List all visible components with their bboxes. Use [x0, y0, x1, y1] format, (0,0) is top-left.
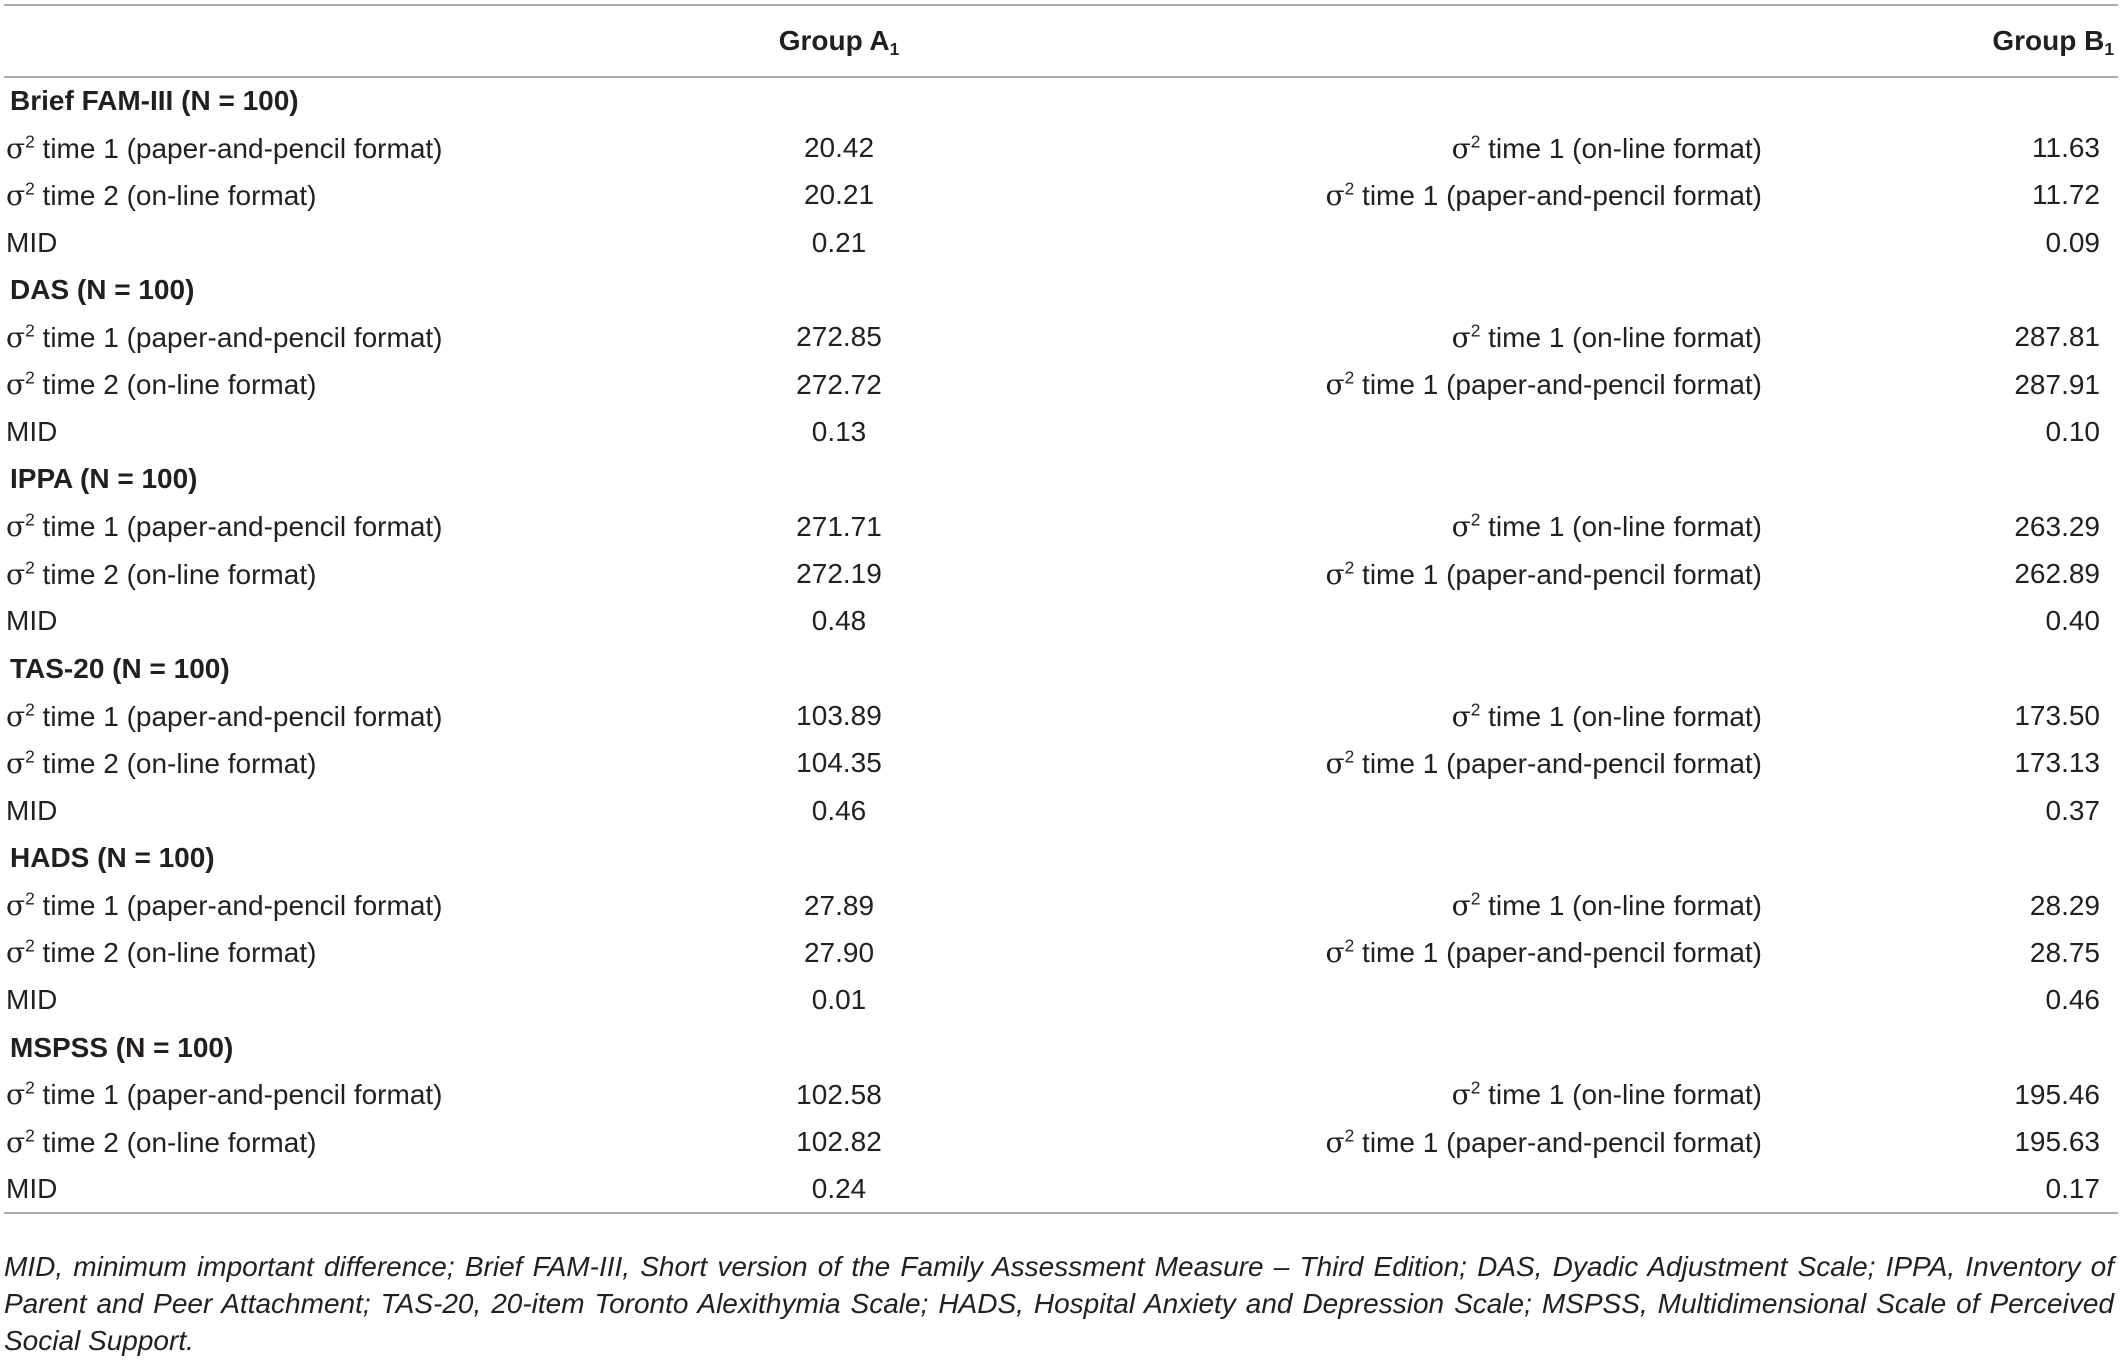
header-group-b-label: Group B: [1992, 25, 2105, 56]
sigma-symbol: σ: [6, 746, 26, 780]
group-a-value: 103.89: [796, 700, 882, 732]
row-label-text: time 2 (on-line format): [34, 179, 317, 211]
section-title: MSPSS (N = 100): [10, 1031, 234, 1063]
group-a-value: 102.82: [796, 1126, 882, 1158]
squared-superscript: 2: [1344, 178, 1355, 199]
squared-superscript: 2: [25, 509, 35, 530]
section-header-row: [4, 456, 2118, 503]
group-b-value: 287.81: [2014, 321, 2100, 353]
table-row: [4, 550, 2118, 597]
squared-superscript: 2: [25, 556, 35, 577]
mid-row: [4, 787, 2118, 834]
sigma-symbol: σ: [6, 1078, 26, 1112]
row-label-text: time 1 (paper-and-pencil format): [34, 1079, 443, 1111]
row-label-text: time 1 (paper-and-pencil format): [1354, 558, 1762, 590]
group-b-measure-label: [1054, 503, 1804, 550]
row-label-text: time 2 (on-line format): [34, 558, 317, 590]
header-group-a-label: Group A: [778, 25, 890, 56]
group-a-measure-label: [4, 314, 624, 361]
row-label-text: time 1 (paper-and-pencil format): [34, 321, 443, 353]
section-header-row: [4, 1024, 2118, 1071]
sigma-symbol: σ: [6, 557, 26, 591]
squared-superscript: 2: [25, 1124, 35, 1145]
group-b-measure-label: [1054, 124, 1804, 171]
mid-empty: [1054, 408, 1804, 455]
header-group-b: [1804, 5, 2118, 77]
mid-value-group-a: 0.46: [811, 794, 867, 826]
row-label-text: time 1 (paper-and-pencil format): [34, 511, 443, 543]
row-label-text: time 1 (paper-and-pencil format): [34, 132, 443, 164]
group-b-value: 28.29: [2029, 889, 2100, 921]
mid-value-group-a: 0.21: [811, 226, 867, 258]
group-b-value: 262.89: [2014, 558, 2100, 590]
group-a-measure-label: [4, 692, 624, 739]
group-a-measure-label: [4, 929, 624, 976]
group-b-value: 195.46: [2014, 1078, 2100, 1110]
mid-value-group-b: 0.40: [2045, 605, 2100, 637]
table-row: [4, 740, 2118, 787]
mid-row: [4, 219, 2118, 266]
mid-empty: [1054, 598, 1804, 645]
mid-value-group-a: 0.13: [811, 416, 867, 448]
group-a-value: 27.89: [803, 889, 875, 921]
section-header-row: [4, 835, 2118, 882]
squared-superscript: 2: [25, 1077, 35, 1098]
group-a-measure-label: [4, 1119, 624, 1166]
section-title: DAS (N = 100): [10, 274, 195, 306]
row-label-text: time 1 (on-line format): [1480, 700, 1762, 732]
sigma-symbol: σ: [6, 936, 26, 970]
sigma-symbol: σ: [6, 510, 26, 544]
sigma-symbol: σ: [1325, 557, 1345, 591]
sigma-symbol: σ: [1451, 889, 1471, 923]
group-b-value: 263.29: [2014, 510, 2100, 542]
group-b-value: 28.75: [2029, 936, 2100, 968]
row-label-text: time 1 (on-line format): [1480, 132, 1762, 164]
group-b-measure-label: [1054, 692, 1804, 739]
group-b-value: 287.91: [2014, 368, 2100, 400]
squared-superscript: 2: [1470, 1077, 1481, 1098]
mid-label: MID: [6, 605, 58, 637]
mid-label: MID: [6, 226, 58, 258]
row-label-text: time 1 (on-line format): [1480, 321, 1762, 353]
mid-label: MID: [6, 984, 58, 1016]
sigma-symbol: σ: [6, 131, 26, 165]
table-row: [4, 1119, 2118, 1166]
group-a-measure-label: [4, 882, 624, 929]
mid-value-group-a: 0.48: [811, 605, 867, 637]
squared-superscript: 2: [25, 130, 35, 151]
group-b-measure-label: [1054, 550, 1804, 597]
squared-superscript: 2: [1470, 698, 1481, 719]
row-label-text: time 1 (paper-and-pencil format): [1354, 1126, 1762, 1158]
sigma-symbol: σ: [1451, 1078, 1471, 1112]
squared-superscript: 2: [25, 746, 35, 767]
row-label-text: time 1 (paper-and-pencil format): [1354, 747, 1762, 779]
section-title: TAS-20 (N = 100): [10, 652, 230, 684]
table-row: [4, 172, 2118, 219]
group-a-measure-label: [4, 503, 624, 550]
group-b-measure-label: [1054, 1071, 1804, 1118]
group-b-measure-label: [1054, 361, 1804, 408]
variance-table: [4, 4, 2118, 1214]
group-b-value: 173.13: [2014, 747, 2100, 779]
mid-value-group-b: 0.10: [2045, 416, 2100, 448]
squared-superscript: 2: [1344, 746, 1355, 767]
group-a-value: 272.85: [796, 321, 882, 353]
table-row: [4, 361, 2118, 408]
sigma-symbol: σ: [1451, 131, 1471, 165]
squared-superscript: 2: [1470, 509, 1481, 530]
header-group-b-subscript: 1: [2104, 38, 2114, 59]
squared-superscript: 2: [25, 888, 35, 909]
sigma-symbol: σ: [1451, 699, 1471, 733]
row-label-text: time 1 (on-line format): [1480, 511, 1762, 543]
group-b-measure-label: [1054, 929, 1804, 976]
row-label-text: time 2 (on-line format): [34, 1126, 317, 1158]
group-a-value: 272.72: [796, 368, 882, 400]
mid-empty: [1054, 787, 1804, 834]
group-a-value: 104.35: [796, 747, 882, 779]
group-b-value: 195.63: [2014, 1126, 2100, 1158]
group-a-measure-label: [4, 550, 624, 597]
row-label-text: time 1 (on-line format): [1480, 890, 1762, 922]
row-label-text: time 1 (paper-and-pencil format): [1354, 369, 1762, 401]
mid-value-group-a: 0.01: [811, 984, 867, 1016]
header-empty-2: [1054, 5, 1804, 77]
group-a-value: 272.19: [796, 558, 882, 590]
sigma-symbol: σ: [1325, 178, 1345, 212]
mid-value-group-b: 0.37: [2045, 794, 2100, 826]
squared-superscript: 2: [25, 367, 35, 388]
mid-value-group-a: 0.24: [624, 1166, 1054, 1213]
mid-row: [4, 598, 2118, 645]
section-header-row: [4, 645, 2118, 692]
table-body: [4, 77, 2118, 1213]
mid-label: MID: [6, 416, 58, 448]
section-header-row: [4, 77, 2118, 124]
sigma-symbol: σ: [6, 320, 26, 354]
section-header-row: [4, 266, 2118, 313]
group-b-measure-label: [1054, 314, 1804, 361]
mid-value-group-b: 0.09: [2045, 226, 2100, 258]
table-row: [4, 503, 2118, 550]
mid-empty: [1054, 219, 1804, 266]
group-a-value: 20.21: [803, 179, 875, 211]
row-label-text: time 1 (paper-and-pencil format): [34, 700, 443, 732]
mid-value-group-b: 0.46: [2045, 984, 2100, 1016]
sigma-symbol: σ: [6, 368, 26, 402]
squared-superscript: 2: [1470, 888, 1481, 909]
table-row: [4, 929, 2118, 976]
squared-superscript: 2: [25, 698, 35, 719]
squared-superscript: 2: [25, 935, 35, 956]
group-a-measure-label: [4, 172, 624, 219]
group-b-measure-label: [1054, 882, 1804, 929]
section-title: IPPA (N = 100): [10, 463, 198, 495]
group-a-measure-label: [4, 361, 624, 408]
table-footnote: MID, minimum important difference; Brief FAM-III, Short version of the Family Assessment Measure – Third Edition; DAS, Dyadic Adjustment Scale; IPPA, Inventory of Parent and Peer Attachment; TAS-20, 20-item Toronto Alexithymia Scale; HADS, Hospital Anxiety and Depression Scale; MSPSS, Multidimensional Scale of Perceived Social Support.: [4, 1251, 2114, 1356]
mid-value-group-b: 0.17: [1804, 1166, 2118, 1213]
group-a-value: 102.58: [796, 1078, 882, 1110]
mid-empty: [1054, 977, 1804, 1024]
table-row: [4, 692, 2118, 739]
mid-label: MID: [4, 1166, 624, 1213]
section-title: HADS (N = 100): [10, 842, 215, 874]
sigma-symbol: σ: [1325, 1125, 1345, 1159]
header-group-a-subscript: 1: [889, 38, 900, 59]
group-b-measure-label: [1054, 172, 1804, 219]
row-label-text: time 1 (paper-and-pencil format): [1354, 937, 1762, 969]
group-b-value: 11.63: [2032, 132, 2100, 164]
table-row: [4, 124, 2118, 171]
group-a-measure-label: [4, 740, 624, 787]
squared-superscript: 2: [25, 320, 35, 341]
group-b-measure-label: [1054, 740, 1804, 787]
group-a-value: 271.71: [796, 510, 882, 542]
sigma-symbol: σ: [6, 1125, 26, 1159]
mid-row: [4, 977, 2118, 1024]
squared-superscript: 2: [1344, 1124, 1355, 1145]
squared-superscript: 2: [1470, 320, 1481, 341]
header-empty: [4, 5, 624, 77]
group-a-measure-label: [4, 124, 624, 171]
group-a-measure-label: [4, 1071, 624, 1118]
mid-row: [4, 1166, 2118, 1213]
squared-superscript: 2: [1344, 935, 1355, 956]
group-a-value: 20.42: [803, 132, 875, 164]
row-label-text: time 2 (on-line format): [34, 937, 317, 969]
group-b-value: 11.72: [2032, 179, 2100, 211]
sigma-symbol: σ: [6, 178, 26, 212]
squared-superscript: 2: [1344, 367, 1355, 388]
row-label-text: time 2 (on-line format): [34, 747, 317, 779]
sigma-symbol: σ: [1451, 320, 1471, 354]
squared-superscript: 2: [1344, 556, 1355, 577]
table-row: [4, 314, 2118, 361]
squared-superscript: 2: [25, 178, 35, 199]
sigma-symbol: σ: [6, 889, 26, 923]
table-header-row: [4, 5, 2118, 77]
row-label-text: time 1 (paper-and-pencil format): [34, 890, 443, 922]
sigma-symbol: σ: [6, 699, 26, 733]
sigma-symbol: σ: [1325, 368, 1345, 402]
row-label-text: time 1 (on-line format): [1480, 1079, 1762, 1111]
squared-superscript: 2: [1470, 130, 1481, 151]
mid-label: MID: [6, 794, 58, 826]
sigma-symbol: σ: [1451, 510, 1471, 544]
group-b-measure-label: [1054, 1119, 1804, 1166]
sigma-symbol: σ: [1325, 936, 1345, 970]
table-row: [4, 1071, 2118, 1118]
section-title: Brief FAM-III (N = 100): [10, 85, 299, 117]
header-group-a: [624, 5, 1054, 77]
group-b-value: 173.50: [2014, 700, 2100, 732]
mid-row: [4, 408, 2118, 455]
row-label-text: time 1 (paper-and-pencil format): [1354, 179, 1762, 211]
row-label-text: time 2 (on-line format): [34, 369, 317, 401]
table-row: [4, 882, 2118, 929]
group-a-value: 27.90: [803, 936, 875, 968]
mid-empty: [1054, 1166, 1804, 1213]
sigma-symbol: σ: [1325, 746, 1345, 780]
